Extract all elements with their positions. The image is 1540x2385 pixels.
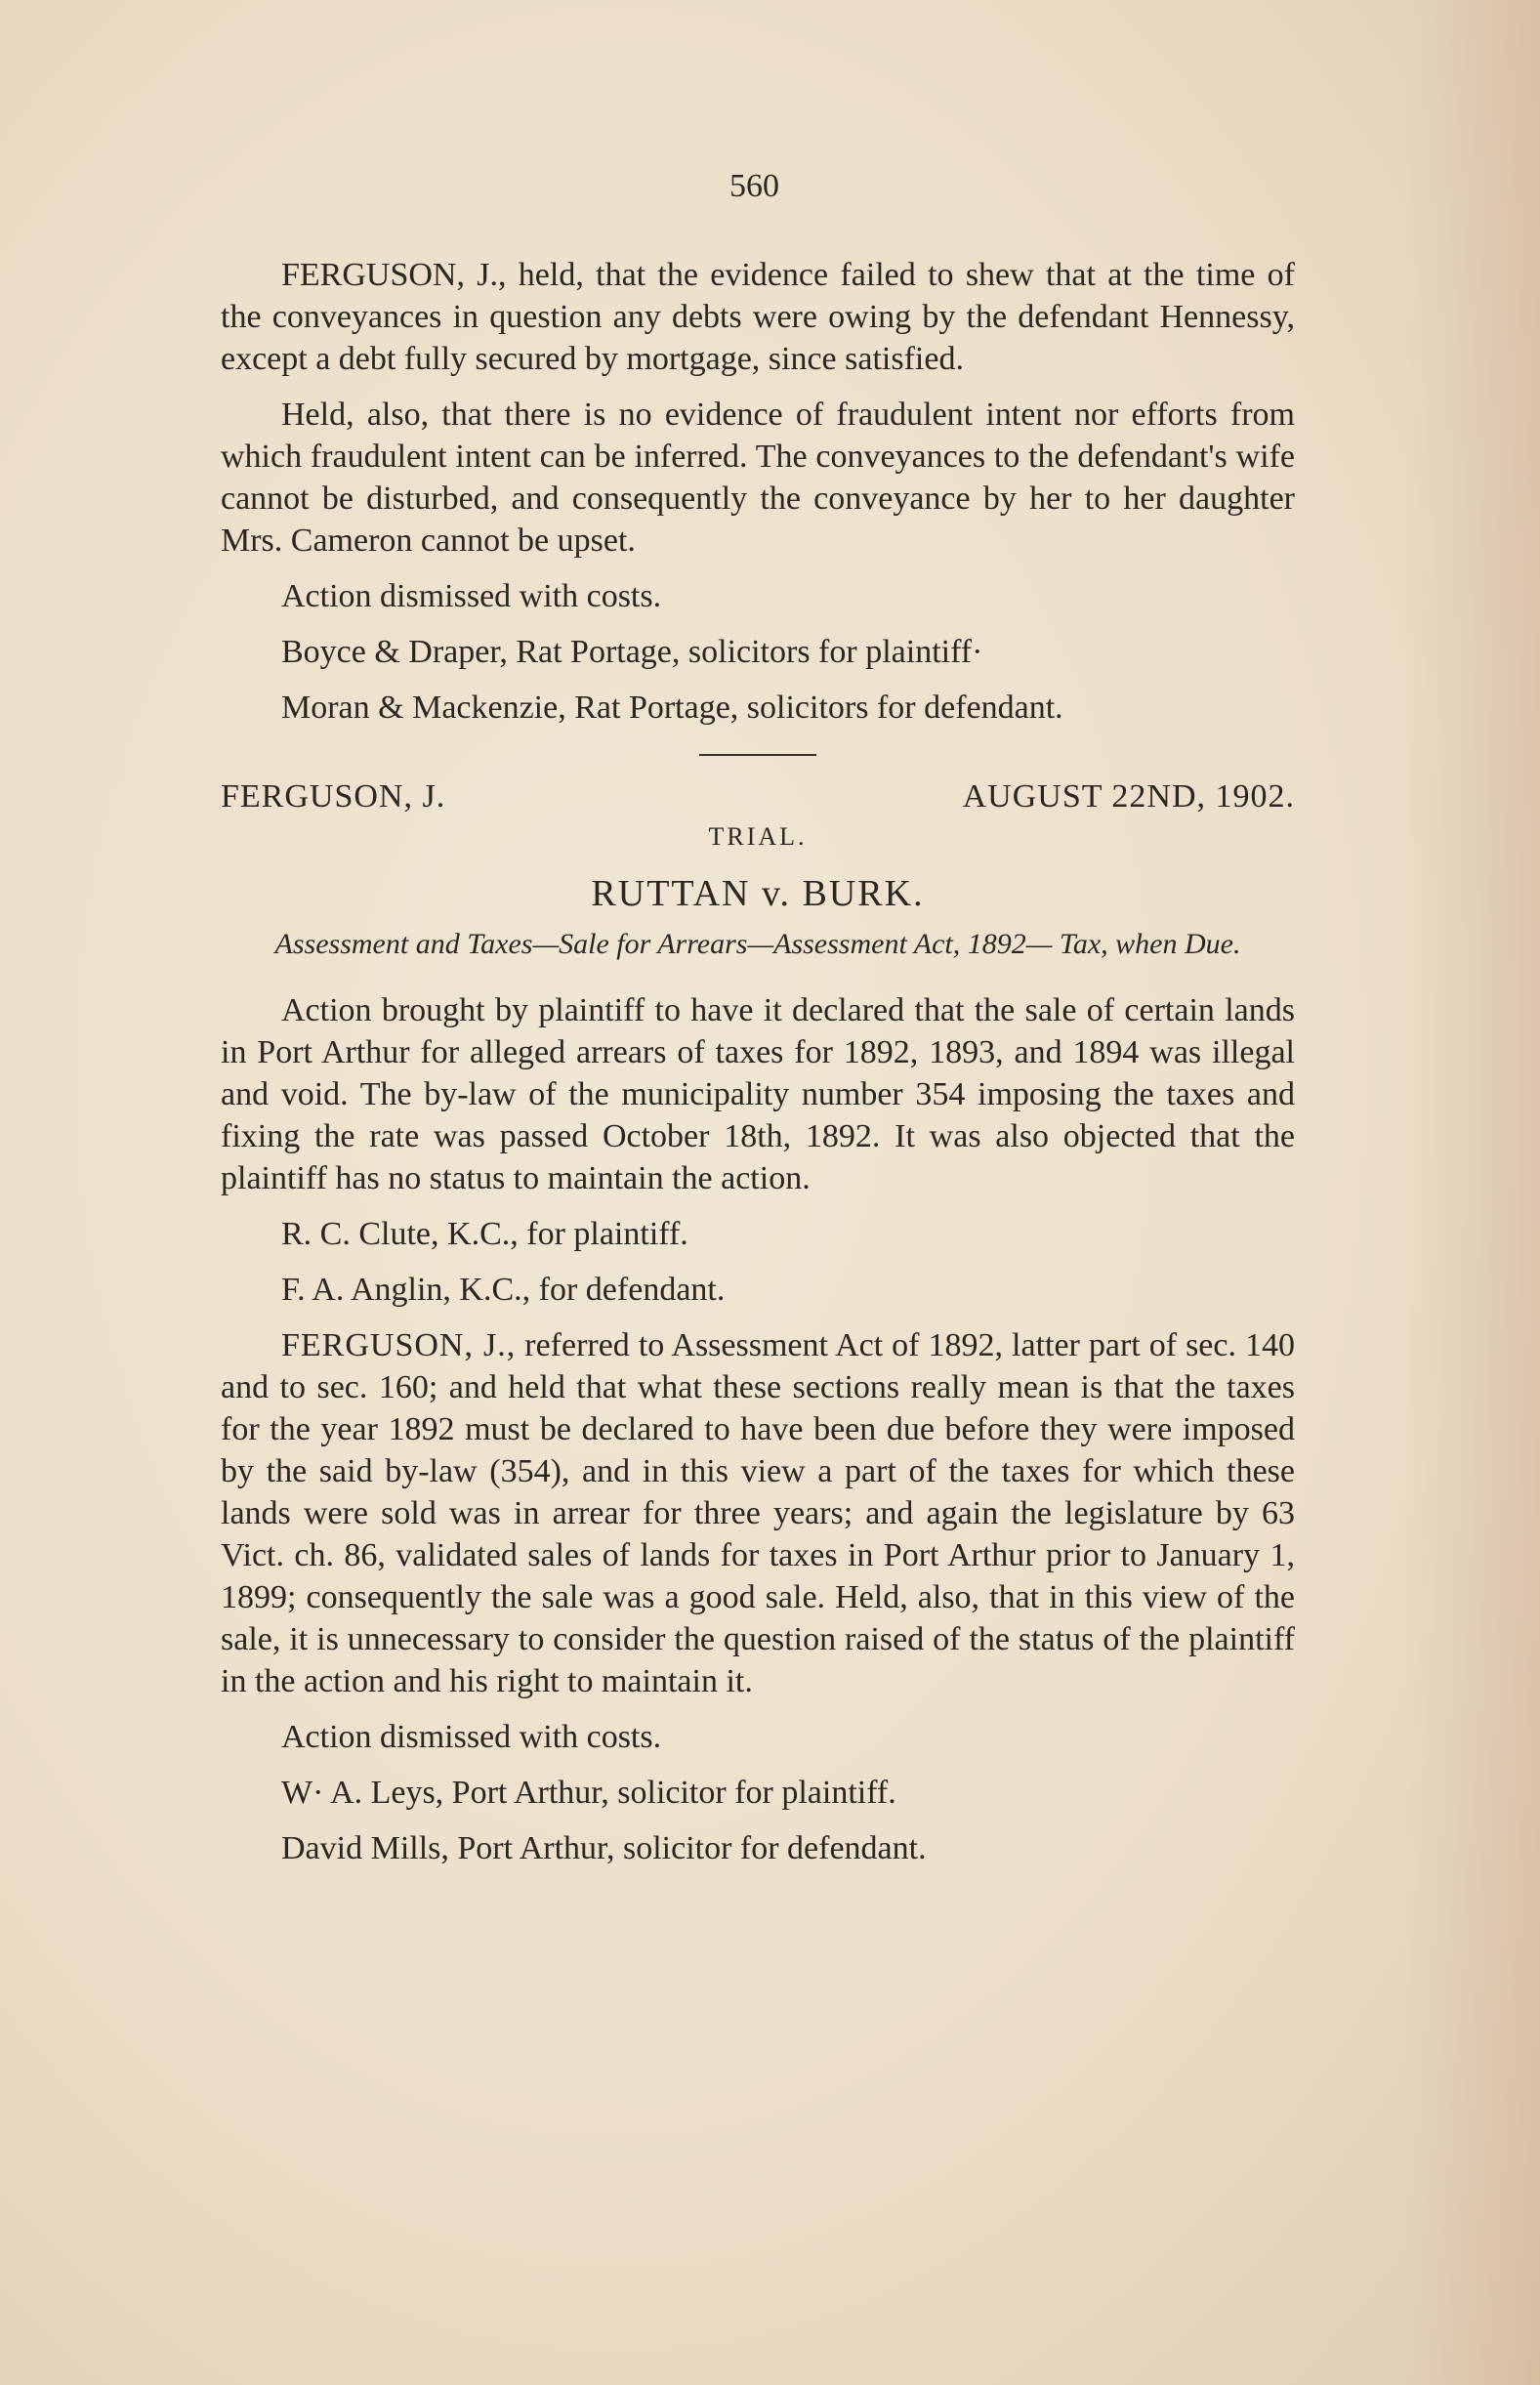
second-case-plaintiff-solicitor: W· A. Leys, Port Arthur, solicitor for plaintiff.: [281, 1775, 896, 1811]
first-case-plaintiff-solicitors: Boyce & Draper, Rat Portage, solicitors for plaintiff·: [281, 634, 983, 670]
judge-name: FERGUSON, J.: [221, 778, 446, 815]
judgment-text: referred to Assessment Act of 1892, latter part of sec. 140 and to sec. 160; and held that what these sections really mean is that the taxes for the year 1892 must be declared to have been due before they were imposed by the said by-law (354), and in this view a part of the taxes for which these lands were sold was in arrear for three years; and again the legislature by 63 Vict. ch. 86, validated sales of lands for taxes in Port Arthur prior to January 1, 1899; consequently the sale was a good sale. Held, also, that in this view of the sale, it is unnecessary to consider the question raised of the status of the plaintiff in the action and his right to maintain it.: [221, 1327, 1296, 1699]
page-number: 560: [729, 168, 779, 204]
first-case-disposition: Action dismissed with costs.: [281, 578, 662, 614]
case-facts: Action brought by plaintiff to have it declared that the sale of certain lands in Port Arthur for alleged arrears of taxes for 1892, 1893, and 1894 was illegal and void. The by-law of the municipality number 354 imposing the taxes and fixing the rate was passed October 18th, 1892. It was also objected that the plaintiff has no status to maintain the action.: [221, 992, 1295, 1196]
first-case-held-also: Held, also, that there is no evidence of fraudulent intent nor efforts from which fraudulent intent can be inferred. The conveyances to the defendant's wife cannot be disturbed, and consequently the conveyance by her to her daughter Mrs. Cameron cannot be upset.: [221, 397, 1295, 559]
first-case-holding: FERGUSON, J., held, that the evidence failed to shew that at the time of the conveyances in question any debts were owing by the defendant Hennessy, except a debt fully secured by mortgage, since satisfied.: [221, 257, 1295, 377]
trial-label: TRIAL.: [708, 822, 808, 851]
main-text: [221, 254, 1295, 1869]
second-case-disposition: Action dismissed with costs.: [281, 1719, 662, 1755]
judge-date-row: [221, 775, 1295, 817]
first-case-defendant-solicitors: Moran & Mackenzie, Rat Portage, solicitors for defendant.: [281, 690, 1063, 726]
judgment-judge: FERGUSON, J.,: [281, 1327, 517, 1363]
decision-date: AUGUST 22ND, 1902.: [962, 778, 1295, 815]
counsel-defendant: F. A. Anglin, K.C., for defendant.: [281, 1272, 726, 1308]
case-title: RUTTAN v. BURK.: [591, 873, 925, 914]
headnote: Assessment and Taxes—Sale for Arrears—Assessment Act, 1892— Tax, when Due.: [274, 928, 1241, 960]
second-case-defendant-solicitor: David Mills, Port Arthur, solicitor for defendant.: [281, 1830, 927, 1866]
section-divider: [699, 754, 816, 756]
judgment-paragraph: [221, 1324, 1295, 1702]
page-edge-shadow: [1403, 0, 1540, 2385]
counsel-plaintiff: R. C. Clute, K.C., for plaintiff.: [281, 1216, 688, 1252]
